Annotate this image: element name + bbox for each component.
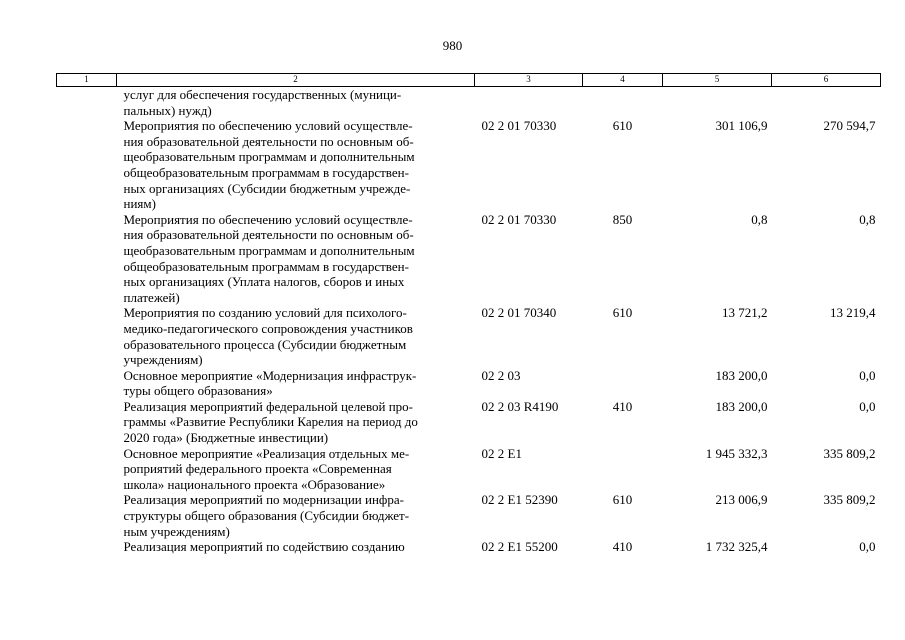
row-amount-col6: 0,0 xyxy=(859,539,876,555)
row-target-code: 02 2 E1 xyxy=(481,445,522,461)
row-description: Мероприятия по обеспечению условий осуществле- ния образовательной деятельности по основным об- щеобразовательным программам и дополнительным общеобразовательным программам в государствен- ных организациях (Субсидии бюджетным учрежде- ниям) xyxy=(123,118,415,212)
row-amount-col6: 335 809,2 xyxy=(823,492,876,508)
column-number-5: 5 xyxy=(663,74,772,87)
row-target-code: 02 2 E1 55200 xyxy=(481,539,558,555)
table-row xyxy=(57,539,881,555)
row-description: Реализация мероприятий по модернизации инфра- структуры общего образования (Субсидии бюджет- ным учреждениям) xyxy=(123,492,410,539)
row-description: Мероприятия по обеспечению условий осуществле- ния образовательной деятельности по основным об- щеобразовательным программам и дополнительным общеобразовательным программам в государствен- ных организациях (Уплата налогов, сборов и иных платежей) xyxy=(123,211,415,305)
column-number-row xyxy=(57,74,881,87)
table-row xyxy=(57,212,881,306)
row-col1-cell xyxy=(57,212,117,306)
row-col1-cell xyxy=(57,492,117,539)
row-expense-type: 610 xyxy=(612,305,633,321)
table-body xyxy=(57,87,881,555)
row-col1-cell xyxy=(57,399,117,446)
row-description: услуг для обеспечения государственных (муници- пальных) нужд) xyxy=(123,87,402,118)
row-target-code: 02 2 01 70340 xyxy=(481,305,557,321)
row-expense-type: 850 xyxy=(612,211,633,227)
row-description: Основное мероприятие «Реализация отдельных ме- роприятий федерального проекта «Современная школа» национального проекта «Образование» xyxy=(123,445,410,492)
table-row xyxy=(57,305,881,367)
row-amount-col6: 0,0 xyxy=(859,398,876,414)
row-col1-cell xyxy=(57,118,117,212)
row-expense-type: 410 xyxy=(612,539,633,555)
row-col1-cell xyxy=(57,446,117,493)
table-row xyxy=(57,368,881,399)
row-col1-cell xyxy=(57,87,117,119)
row-amount-col6: 0,0 xyxy=(859,367,876,383)
row-amount-col6: 0,8 xyxy=(859,211,876,227)
row-target-code: 02 2 01 70330 xyxy=(481,211,557,227)
row-amount-col5: 301 106,9 xyxy=(715,118,768,134)
column-number-1: 1 xyxy=(57,74,117,87)
row-amount-col5: 183 200,0 xyxy=(715,367,768,383)
table-row xyxy=(57,87,881,119)
column-number-6: 6 xyxy=(772,74,881,87)
row-target-code xyxy=(475,87,583,119)
table-row xyxy=(57,446,881,493)
row-target-code: 02 2 03 R4190 xyxy=(481,398,559,414)
row-amount-col5: 0,8 xyxy=(751,211,768,227)
row-expense-type: 610 xyxy=(612,492,633,508)
table-row xyxy=(57,492,881,539)
row-description: Реализация мероприятий федеральной целевой про- граммы «Развитие Республики Карелия на период до 2020 года» (Бюджетные инвестиции) xyxy=(123,398,418,446)
column-number-3: 3 xyxy=(475,74,583,87)
row-description: Мероприятия по созданию условий для психолого- медико-педагогического сопровождения участников образовательного процесса (Субсидии бюджетным учреждениям) xyxy=(123,305,413,368)
row-expense-type: 610 xyxy=(612,118,633,134)
budget-table xyxy=(56,73,881,555)
row-amount-col6: 270 594,7 xyxy=(823,118,876,134)
row-amount-col5: 1 945 332,3 xyxy=(705,445,768,461)
row-amount-col6: 335 809,2 xyxy=(823,445,876,461)
row-amount-col5 xyxy=(663,87,772,119)
row-target-code: 02 2 E1 52390 xyxy=(481,492,558,508)
row-col1-cell xyxy=(57,305,117,367)
row-expense-type xyxy=(583,446,663,493)
row-target-code: 02 2 01 70330 xyxy=(481,118,557,134)
row-amount-col5: 13 721,2 xyxy=(722,305,768,321)
row-amount-col6 xyxy=(772,87,881,119)
row-col1-cell xyxy=(57,368,117,399)
row-amount-col5: 213 006,9 xyxy=(715,492,768,508)
row-description: Основное мероприятие «Модернизация инфраструк- туры общего образования» xyxy=(123,367,417,399)
row-amount-col5: 183 200,0 xyxy=(715,398,768,414)
row-amount-col6: 13 219,4 xyxy=(830,305,876,321)
row-description: Реализация мероприятий по содействию созданию xyxy=(123,539,405,555)
table-row xyxy=(57,399,881,446)
column-number-4: 4 xyxy=(583,74,663,87)
row-expense-type xyxy=(583,368,663,399)
table-row xyxy=(57,118,881,212)
page-number: 980 xyxy=(442,38,463,53)
row-expense-type xyxy=(583,87,663,119)
row-col1-cell xyxy=(57,539,117,555)
column-number-2: 2 xyxy=(117,74,475,87)
row-target-code: 02 2 03 xyxy=(481,367,521,383)
row-expense-type: 410 xyxy=(612,398,633,414)
row-amount-col5: 1 732 325,4 xyxy=(705,539,768,555)
